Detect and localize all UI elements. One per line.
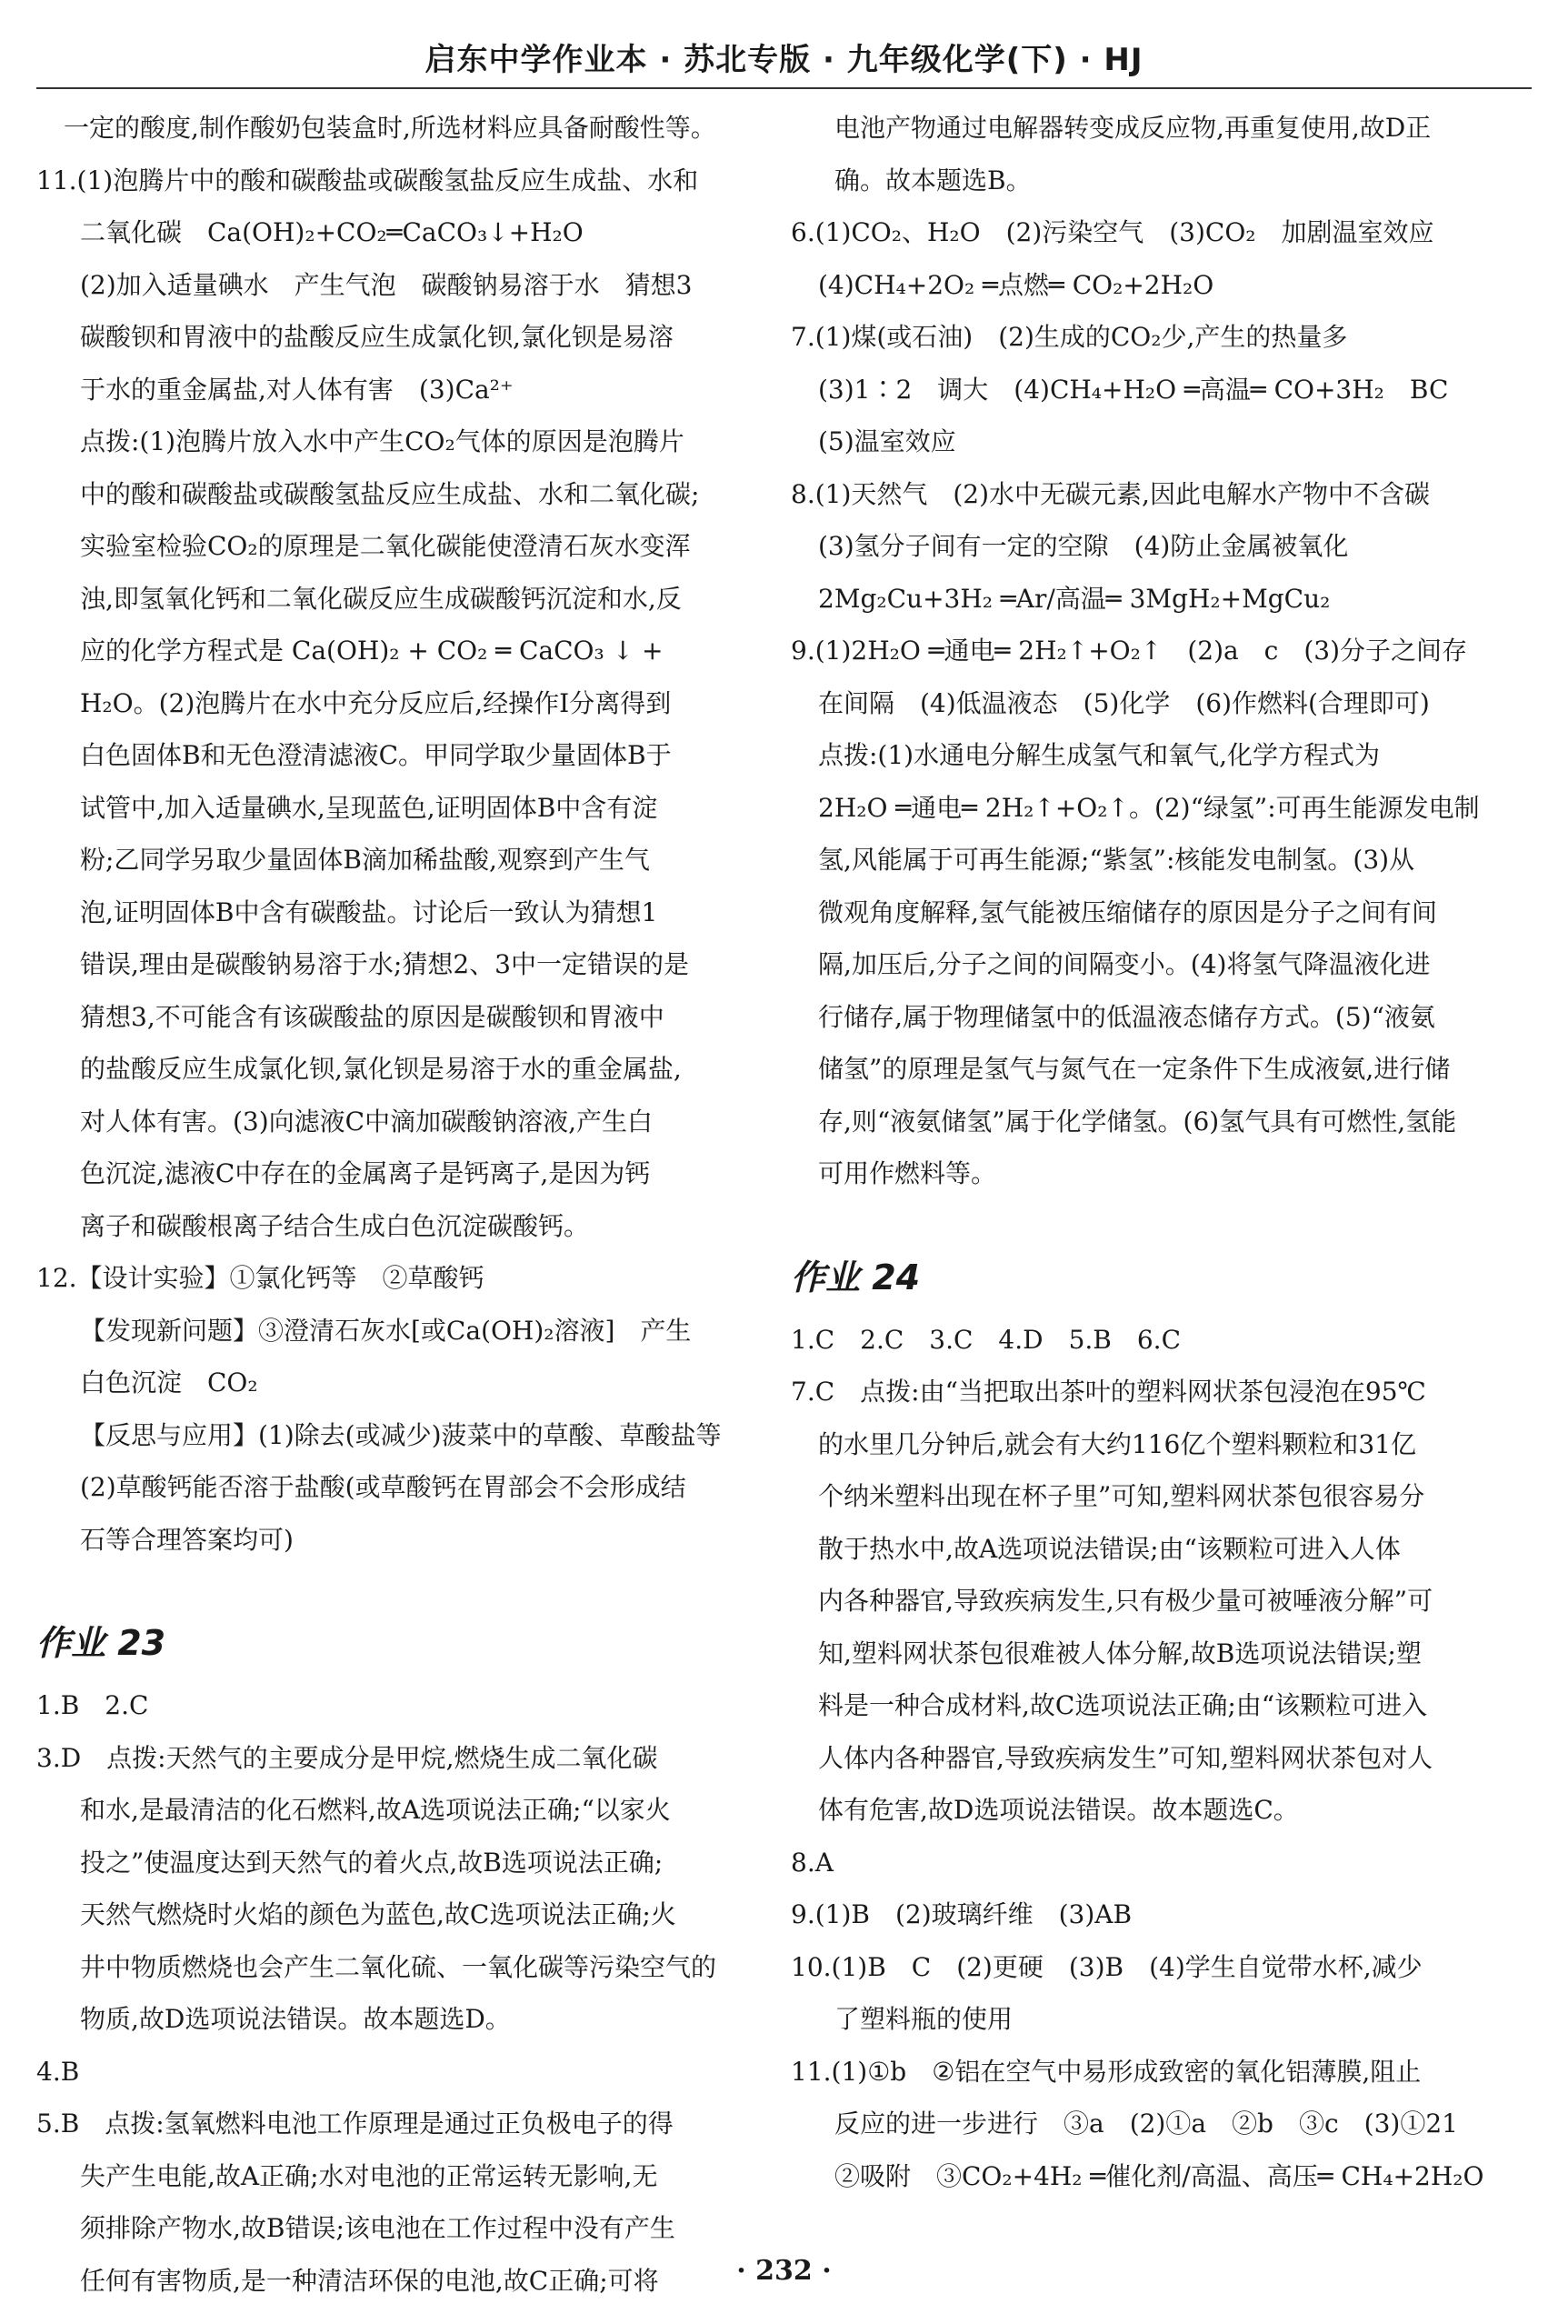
text-line: 浊,即氢氧化钙和二氧化碳反应生成碳酸钙沉淀和水,反 (80, 583, 682, 614)
text-line: 在间隔 (4)低温液态 (5)化学 (6)作燃料(合理即可) (818, 687, 1430, 718)
text-line: 一定的酸度,制作酸奶包装盒时,所选材料应具备耐酸性等。 (64, 113, 716, 143)
text-line: 1.C 2.C 3.C 4.D 5.B 6.C (791, 1324, 1182, 1355)
text-line: 【反思与应用】(1)除去(或减少)菠菜中的草酸、草酸盐等 (80, 1419, 722, 1450)
text-line: 于水的重金属盐,对人体有害 (3)Ca²⁺ (80, 374, 514, 405)
text-line: 须排除产物水,故B错误;该电池在工作过程中没有产生 (80, 2213, 675, 2243)
text-line: 6.(1)CO₂、H₂O (2)污染空气 (3)CO₂ 加剧温室效应 (791, 217, 1434, 247)
text-line: 体有危害,故D选项说法错误。故本题选C。 (818, 1795, 1299, 1825)
text-line: H₂O。(2)泡腾片在水中充分反应后,经操作Ⅰ分离得到 (80, 687, 672, 718)
text-line: 4.B (36, 2056, 80, 2087)
text-line: 中的酸和碳酸盐或碳酸氢盐反应生成盐、水和二氧化碳; (80, 478, 700, 509)
text-line: 个纳米塑料出现在杯子里”可知,塑料网状茶包很容易分 (818, 1481, 1425, 1511)
text-line: 微观角度解释,氢气能被压缩储存的原因是分子之间有间 (818, 897, 1437, 927)
text-line: 猜想3,不可能含有该碳酸盐的原因是碳酸钡和胃液中 (80, 1001, 664, 1032)
text-line: 散于热水中,故A选项说法错误;由“该颗粒可进入人体 (818, 1533, 1401, 1564)
text-line: 点拨:(1)水通电分解生成氢气和氧气,化学方程式为 (818, 740, 1380, 770)
text-line: 2H₂O ═通电═ 2H₂↑+O₂↑。(2)“绿氢”:可再生能源发电制 (818, 792, 1480, 823)
text-line: 料是一种合成材料,故C选项说法正确;由“该颗粒可进入 (818, 1690, 1428, 1720)
text-line: 12.【设计实验】①氯化钙等 ②草酸钙 (36, 1263, 484, 1293)
text-line: (3)1∶2 调大 (4)CH₄+H₂O ═高温═ CO+3H₂ BC (818, 374, 1449, 405)
text-line: 井中物质燃烧也会产生二氧化硫、一氧化碳等污染空气的 (80, 1951, 717, 1982)
text-line: 色沉淀,滤液C中存在的金属离子是钙离子,是因为钙 (80, 1158, 651, 1188)
text-line: 存,则“液氨储氢”属于化学储氢。(6)氢气具有可燃性,氢能 (818, 1106, 1457, 1137)
text-line: 电池产物通过电解器转变成反应物,再重复使用,故D正 (834, 113, 1432, 143)
text-line: 粉;乙同学另取少量固体B滴加稀盐酸,观察到产生气 (80, 845, 650, 875)
text-line: 实验室检验CO₂的原理是二氧化碳能使澄清石灰水变浑 (80, 531, 691, 561)
text-line: ②吸附 ③CO₂+4H₂ ═催化剂/高温、高压═ CH₄+2H₂O (834, 2160, 1484, 2191)
text-line: 7.C 点拨:由“当把取出茶叶的塑料网状茶包浸泡在95℃ (791, 1377, 1426, 1407)
text-line: 离子和碳酸根离子结合生成白色沉淀碳酸钙。 (80, 1210, 590, 1241)
text-line: 对人体有害。(3)向滤液C中滴加碳酸钠溶液,产生白 (80, 1106, 653, 1137)
section-heading-23: 作业 23 (36, 1623, 166, 1663)
text-line: (5)温室效应 (818, 426, 956, 456)
text-line: 碳酸钡和胃液中的盐酸反应生成氯化钡,氯化钡是易溶 (80, 322, 674, 352)
text-line: 物质,故D选项说法错误。故本题选D。 (80, 2004, 511, 2034)
text-line: 天然气燃烧时火焰的颜色为蓝色,故C选项说法正确;火 (80, 1899, 676, 1929)
text-line: (3)氢分子间有一定的空隙 (4)防止金属被氧化 (818, 531, 1349, 561)
text-line: 错误,理由是碳酸钠易溶于水;猜想2、3中一定错误的是 (80, 949, 689, 979)
text-line: 的盐酸反应生成氯化钡,氯化钡是易溶于水的重金属盐, (80, 1054, 682, 1084)
left-column (36, 102, 754, 2307)
text-line: 了塑料瓶的使用 (834, 2004, 1014, 2034)
text-line: 8.A (791, 1847, 834, 1878)
text-line: 行储存,属于物理储氢中的低温液态储存方式。(5)“液氨 (818, 1001, 1435, 1032)
section-heading-24: 作业 24 (791, 1257, 921, 1297)
header-rule (36, 87, 1532, 89)
text-line: 反应的进一步进行 ③a (2)①a ②b ③c (3)①21 (834, 2109, 1458, 2139)
text-line: 7.(1)煤(或石油) (2)生成的CO₂少,产生的热量多 (791, 322, 1348, 352)
text-line: 5.B 点拨:氢氧燃料电池工作原理是通过正负极电子的得 (36, 2109, 674, 2139)
text-line: 可用作燃料等。 (818, 1158, 997, 1188)
text-line: 9.(1)B (2)玻璃纤维 (3)AB (791, 1899, 1133, 1929)
text-line: 氢,风能属于可再生能源;“紫氢”:核能发电制氢。(3)从 (818, 845, 1415, 875)
text-line: 人体内各种器官,导致疾病发生”可知,塑料网状茶包对人 (818, 1742, 1433, 1773)
page-number: · 232 · (736, 2255, 832, 2287)
text-line: 10.(1)B C (2)更硬 (3)B (4)学生自觉带水杯,减少 (791, 1951, 1423, 1982)
text-line: 8.(1)天然气 (2)水中无碳元素,因此电解水产物中不含碳 (791, 478, 1430, 509)
text-line: 的水里几分钟后,就会有大约116亿个塑料颗粒和31亿 (818, 1428, 1416, 1459)
text-line: 知,塑料网状茶包很难被人体分解,故B选项说法错误;塑 (818, 1638, 1422, 1668)
text-line: 内各种器官,导致疾病发生,只有极少量可被唾液分解”可 (818, 1586, 1433, 1616)
text-line: 9.(1)2H₂O ═通电═ 2H₂↑+O₂↑ (2)a c (3)分子之间存 (791, 636, 1468, 666)
text-line: 11.(1)泡腾片中的酸和碳酸盐或碳酸氢盐反应生成盐、水和 (36, 165, 699, 195)
right-column (791, 102, 1509, 2202)
text-line: 应的化学方程式是 Ca(OH)₂ + CO₂ ═ CaCO₃ ↓ + (80, 636, 664, 666)
text-line: 11.(1)①b ②铝在空气中易形成致密的氧化铝薄膜,阻止 (791, 2056, 1422, 2087)
text-line: 任何有害物质,是一种清洁环保的电池,故C正确;可将 (80, 2265, 659, 2296)
text-line: 失产生电能,故A正确;水对电池的正常运转无影响,无 (80, 2160, 658, 2191)
text-line: 3.D 点拨:天然气的主要成分是甲烷,燃烧生成二氧化碳 (36, 1742, 658, 1773)
text-line: 试管中,加入适量碘水,呈现蓝色,证明固体B中含有淀 (80, 792, 658, 823)
text-line: 白色固体B和无色澄清滤液C。甲同学取少量固体B于 (80, 740, 672, 770)
text-line: 白色沉淀 CO₂ (80, 1367, 258, 1397)
text-line: 石等合理答案均可) (80, 1524, 294, 1555)
text-line: (2)加入适量碘水 产生气泡 碳酸钠易溶于水 猜想3 (80, 269, 693, 300)
text-line: (2)草酸钙能否溶于盐酸(或草酸钙在胃部会不会形成结 (80, 1472, 686, 1502)
text-line: 泡,证明固体B中含有碳酸盐。讨论后一致认为猜想1 (80, 897, 658, 927)
text-line: 点拨:(1)泡腾片放入水中产生CO₂气体的原因是泡腾片 (80, 426, 684, 456)
text-line: 1.B 2.C (36, 1690, 149, 1720)
text-line: 和水,是最清洁的化石燃料,故A选项说法正确;“以家火 (80, 1795, 671, 1825)
text-line: 2Mg₂Cu+3H₂ ═Ar/高温═ 3MgH₂+MgCu₂ (818, 583, 1331, 614)
text-line: 储氢”的原理是氢气与氮气在一定条件下生成液氨,进行储 (818, 1054, 1451, 1084)
text-line: 二氧化碳 Ca(OH)₂+CO₂═CaCO₃↓+H₂O (80, 217, 584, 247)
text-line: 确。故本题选B。 (834, 165, 1032, 195)
text-line: 投之”使温度达到天然气的着火点,故B选项说法正确; (80, 1847, 664, 1878)
text-line: (4)CH₄+2O₂ ═点燃═ CO₂+2H₂O (818, 269, 1214, 300)
page-header: 启东中学作业本 · 苏北专版 · 九年级化学(下) · HJ (424, 42, 1144, 78)
text-line: 【发现新问题】③澄清石灰水[或Ca(OH)₂溶液] 产生 (80, 1315, 692, 1346)
text-line: 隔,加压后,分子之间的间隔变小。(4)将氢气降温液化进 (818, 949, 1431, 979)
